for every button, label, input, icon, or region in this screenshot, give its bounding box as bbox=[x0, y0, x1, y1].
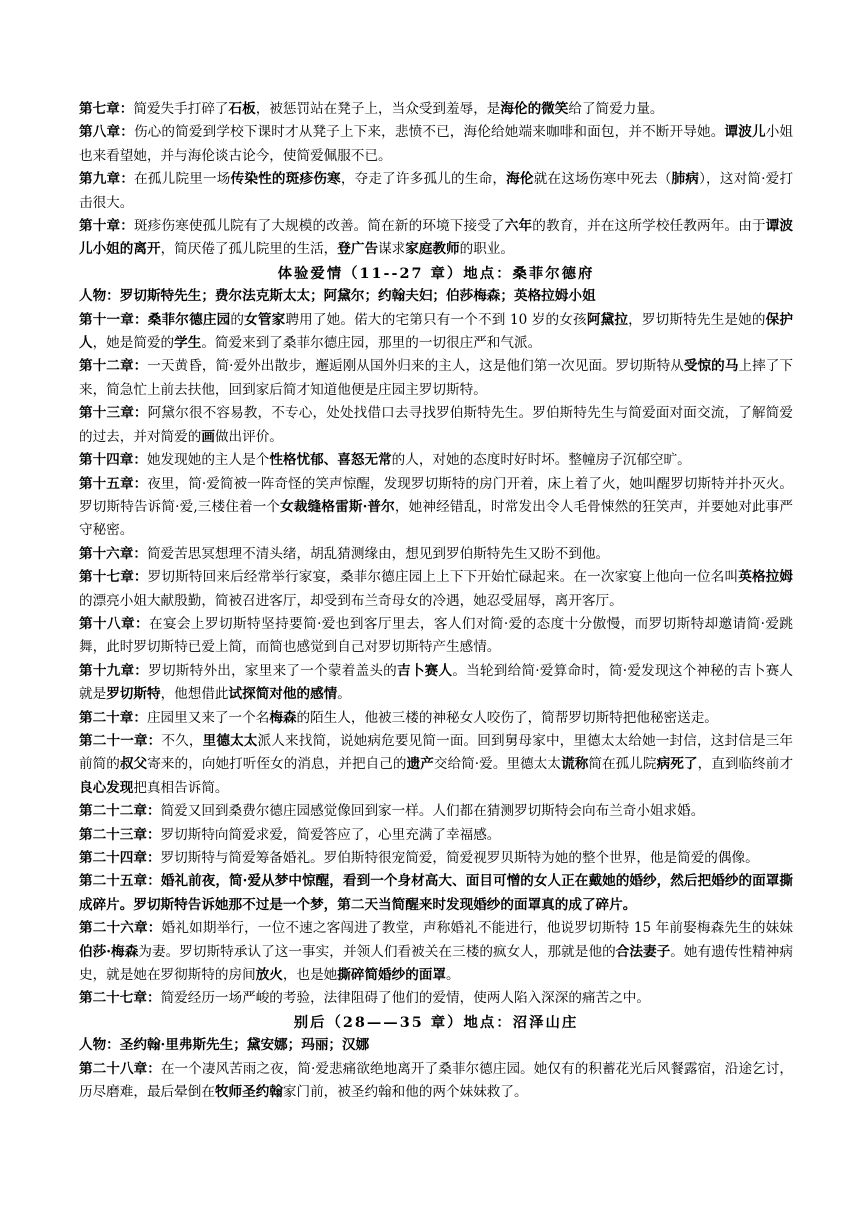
body-text: 。 bbox=[446, 967, 460, 984]
emphasis-text: 阿黛拉 bbox=[586, 311, 629, 328]
body-text: 给了简爱力量。 bbox=[568, 101, 664, 117]
body-text: 伤心的简爱到学校下课时才从凳子上下来，悲愤不已，海伦给她端来咖啡和面包，并不断开导她。 bbox=[133, 124, 725, 141]
body-text: 罗切斯特向简爱求爱，简爱答应了，心里充满了幸福感。 bbox=[160, 826, 501, 843]
characters-line: 人物：圣约翰·里弗斯先生；黛安娜；玛丽；汉娜 bbox=[79, 1037, 370, 1054]
emphasis-text: 罗切斯特 bbox=[106, 686, 161, 703]
chapter-summary bbox=[79, 987, 793, 1010]
body-text: 在一个凄风苦雨之夜，简·爱悲痛欲绝地离开了桑菲尔德庄园。她仅有的积蓄花光后风餐露宿，沿途乞讨，历尽磨难，最后晕倒在 bbox=[79, 1060, 793, 1101]
body-text: 在宴会上罗切斯特坚持要简·爱也到客厅里去，客人们对简·爱的态度十分傲慢，而罗切斯特却邀请简·爱跳舞，此时罗切斯特已爱上简，而简也感觉到自己对罗切斯特产生感情。 bbox=[79, 615, 794, 656]
chapter-summary bbox=[79, 707, 793, 730]
emphasis-text: 第二十二章： bbox=[79, 803, 161, 820]
emphasis-text: 受惊的马 bbox=[683, 358, 739, 375]
emphasis-text: 梅森 bbox=[269, 709, 297, 726]
chapter-summary bbox=[79, 98, 793, 121]
chapter-summary bbox=[79, 660, 793, 707]
body-text: 简爱经历一场严峻的考验，法律阻碍了他们的爱情，使两人陷入深深的痛苦之中。 bbox=[160, 990, 650, 1007]
body-text: 她发现她的主人是个 bbox=[146, 452, 270, 469]
emphasis-text: 第十六章： bbox=[79, 545, 147, 562]
emphasis-text: 谭波儿小姐的离开 bbox=[79, 218, 794, 258]
emphasis-text: 合法妻子 bbox=[615, 943, 671, 960]
emphasis-text: 第十一章： bbox=[79, 311, 148, 328]
emphasis-text: 登广告 bbox=[337, 241, 379, 258]
body-text: 就在这场伤寒中死去（ bbox=[533, 171, 672, 188]
chapter-summary bbox=[79, 1058, 793, 1105]
body-text: ，罗切斯特先生是她的 bbox=[628, 311, 766, 328]
chapter-summary bbox=[79, 543, 793, 566]
body-text: 聘用了她。偌大的宅第只有一个不到 10 岁的女孩 bbox=[285, 311, 587, 328]
body-text: ，也是她 bbox=[282, 967, 338, 984]
emphasis-text: 谎称 bbox=[561, 756, 589, 773]
body-text: 家门前，被圣约翰和他的两个妹妹救了。 bbox=[282, 1084, 528, 1101]
body-text: 婚礼如期举行，一位不速之客闯进了教堂，声称婚礼不能进行，他说罗切斯特 15 年前娶梅森先生的妹妹 bbox=[161, 920, 794, 937]
emphasis-text: 第十七章： bbox=[79, 569, 148, 586]
emphasis-text: 女管家 bbox=[244, 311, 286, 328]
body-text: ），这对简·爱打击很大。 bbox=[79, 171, 794, 211]
chapter-summary bbox=[79, 730, 793, 800]
emphasis-text: 第十二章： bbox=[79, 358, 148, 375]
emphasis-text: 第十八章： bbox=[79, 615, 150, 632]
chapter-summary bbox=[79, 917, 793, 987]
chapter-summary bbox=[79, 402, 793, 449]
body-text: 的漂亮小姐大献殷勤，简被召进客厅，却受到布兰奇母女的冷遇，她忍受屈辱，离开客厅。 bbox=[79, 592, 623, 609]
emphasis-text: 肺病 bbox=[671, 171, 700, 188]
body-text: 的职业。 bbox=[459, 241, 514, 258]
emphasis-text: 第九章： bbox=[79, 171, 135, 188]
emphasis-text: 第二十章： bbox=[79, 709, 147, 726]
body-text: 。 bbox=[337, 686, 351, 703]
section-heading: 体验爱情（11--27 章）地点：桑菲尔德府 bbox=[277, 264, 595, 282]
body-text: 不久， bbox=[161, 732, 203, 749]
body-text: 罗切斯特回来后经常举行家宴，桑菲尔德庄园上上下下开始忙碌起来。在一次家宴上他向一位名叫 bbox=[147, 569, 739, 586]
chapter-summary bbox=[79, 355, 793, 402]
emphasis-text: 家庭教师 bbox=[405, 241, 460, 258]
emphasis-text: 桑菲尔德庄园 bbox=[147, 311, 231, 328]
body-text: 。简爱来到了桑菲尔德庄园，那里的一切很庄严和气派。 bbox=[201, 335, 542, 352]
body-text: 简在孤儿院 bbox=[588, 756, 657, 773]
emphasis-text: 第十四章： bbox=[79, 452, 147, 469]
emphasis-text: 第二十一章： bbox=[79, 732, 162, 749]
emphasis-text: 第十五章： bbox=[79, 475, 148, 492]
body-text: ，简厌倦了孤儿院里的生活， bbox=[160, 241, 338, 258]
body-text: 阿黛尔很不容易教，不专心，处处找借口去寻找罗伯斯特先生。罗伯斯特先生与简爱面对面交流，了解简爱的过去，并对简爱的 bbox=[79, 405, 794, 445]
chapter-summary bbox=[79, 566, 793, 613]
emphasis-text: 英格拉姆 bbox=[738, 569, 794, 586]
emphasis-text: 第二十八章： bbox=[79, 1060, 161, 1077]
emphasis-text: 第十九章： bbox=[79, 662, 149, 679]
body-text: 派人来找简，说她病危要见简一面。回到舅母家中，里德太太给她一封信，这封信是三年前简的 bbox=[79, 732, 794, 773]
body-text: 交给简·爱。里德太太 bbox=[433, 756, 562, 773]
chapter-summary bbox=[79, 215, 793, 262]
body-text: 的人，对她的态度时好时坏。整幢房子沉郁空旷。 bbox=[391, 452, 691, 469]
chapter-summary bbox=[79, 121, 793, 168]
body-text: 简爱失手打碎了 bbox=[133, 101, 229, 117]
chapter-summary bbox=[79, 309, 793, 356]
document-page bbox=[79, 98, 793, 1104]
body-text: 简爱又回到桑费尔德庄园感觉像回到家一样。人们都在猜测罗切斯特会向布兰奇小姐求婚。 bbox=[160, 803, 705, 820]
body-text: 小姐也来看望她，并与海伦谈古论今，使简爱佩服不已。 bbox=[79, 124, 794, 164]
body-text: ，直到临终前才 bbox=[697, 756, 794, 773]
emphasis-text: 海伦的微笑 bbox=[500, 101, 569, 117]
emphasis-text: 第二十七章： bbox=[79, 990, 161, 1007]
emphasis-text: 传染性的斑疹伤寒 bbox=[230, 171, 341, 188]
emphasis-text: 海伦 bbox=[506, 171, 534, 188]
body-text: 上摔了下来，简急忙上前去扶他，回到家后简才知道他便是庄园主罗切斯特。 bbox=[79, 358, 794, 398]
chapter-summary bbox=[79, 824, 793, 847]
emphasis-text: 放火 bbox=[255, 967, 283, 984]
body-text: 庄园里又来了一个名 bbox=[146, 709, 270, 726]
body-text: ，她神经错乱，时常发出令人毛骨悚然的狂笑声，并要她对此事严守秘密。 bbox=[79, 498, 793, 539]
body-text: 。当轮到给简·爱算命时，简·爱发现这个神秘的吉卜赛人就是 bbox=[79, 662, 794, 703]
emphasis-text: 第二十六章： bbox=[79, 920, 162, 937]
emphasis-text: 牧师圣约翰 bbox=[214, 1084, 283, 1101]
emphasis-text: 里德太太 bbox=[202, 732, 258, 749]
chapter-summary bbox=[79, 613, 793, 660]
emphasis-text: 第二十五章：婚礼前夜，简·爱从梦中惊醒，看到一个身材高大、面目可憎的女人正在戴她的婚纱，然后把婚纱的面罩撕成碎片。罗切斯特告诉她那不过是一个梦，第二天当简醒来时发现婚纱的面罩真的成了碎片。 bbox=[79, 873, 793, 913]
body-text: 做出评价。 bbox=[214, 428, 283, 445]
body-text: 谋求 bbox=[378, 241, 406, 258]
body-text: 的陌生人，他被三楼的神秘女人咬伤了，简帮罗切斯特把他秘密送走。 bbox=[296, 709, 718, 726]
chapter-summary bbox=[79, 449, 793, 472]
emphasis-text: 第八章： bbox=[79, 124, 134, 141]
chapter-summary bbox=[79, 800, 793, 823]
chapter-summary bbox=[79, 847, 793, 870]
emphasis-text: 第二十三章： bbox=[79, 826, 161, 843]
body-text: 罗切斯特外出，家里来了一个蒙着盖头的 bbox=[148, 662, 398, 679]
body-text: 的 bbox=[230, 311, 245, 328]
body-text: 罗切斯特与简爱筹备婚礼。罗伯斯特很宠简爱，简爱视罗贝斯特为她的整个世界，他是简爱的偶像。 bbox=[160, 850, 759, 866]
body-text: ，他想借此 bbox=[160, 686, 229, 703]
body-text: 把真相告诉简。 bbox=[133, 779, 229, 796]
body-text: 夜里，简·爱简被一阵奇怪的笑声惊醒，发现罗切斯特的房门开着，床上着了火，她叫醒罗切斯特并扑灭火。罗切斯特告诉简·爱,三楼住着一个 bbox=[79, 475, 794, 515]
emphasis-text: 叔父 bbox=[119, 756, 148, 773]
body-text: 的教育，并在这所学校任教两年。由于 bbox=[532, 218, 766, 235]
characters-line: 人物：罗切斯特先生；费尔法克斯太太；阿黛尔；约翰夫妇；伯莎梅森；英格拉姆小姐 bbox=[79, 288, 596, 305]
emphasis-text: 第二十四章： bbox=[79, 850, 161, 866]
emphasis-text: 撕碎简婚纱的面罩 bbox=[337, 967, 447, 984]
section-heading: 别后（28——35 章）地点：沼泽山庄 bbox=[293, 1013, 579, 1031]
chapter-summary bbox=[79, 870, 793, 917]
emphasis-text: 吉卜赛人 bbox=[397, 662, 453, 679]
emphasis-text: 第十章： bbox=[79, 218, 134, 235]
emphasis-text: 遗产 bbox=[406, 756, 434, 773]
emphasis-text: 保护人 bbox=[79, 311, 794, 352]
body-text: ，她是简爱的 bbox=[92, 335, 175, 352]
emphasis-text: 病死了 bbox=[656, 756, 698, 773]
emphasis-text: 学生 bbox=[174, 335, 202, 352]
emphasis-text: 谭波儿 bbox=[724, 124, 766, 141]
body-text: ，夺走了许多孤儿的生命， bbox=[340, 171, 507, 188]
emphasis-text: 六年 bbox=[504, 218, 533, 235]
emphasis-text: 石板 bbox=[228, 101, 256, 117]
emphasis-text: 画 bbox=[201, 428, 215, 445]
emphasis-text: 女裁缝格雷斯·普尔 bbox=[280, 498, 395, 515]
emphasis-text: 第七章： bbox=[79, 101, 134, 117]
body-text: 一天黄昏，简·爱外出散步，邂逅刚从国外归来的主人，这是他们第一次见面。罗切斯特从 bbox=[147, 358, 684, 375]
body-text: 斑疹伤寒使孤儿院有了大规模的改善。简在新的环境下接受了 bbox=[133, 218, 505, 235]
emphasis-text: 第十三章： bbox=[79, 405, 148, 422]
chapter-summary bbox=[79, 168, 793, 215]
body-text: 为妻。罗切斯特承认了这一事实，并领人们看被关在三楼的疯女人，那就是他的 bbox=[138, 943, 616, 960]
emphasis-text: 试探简对他的感情 bbox=[228, 686, 338, 703]
emphasis-text: 性格忧郁、喜怒无常 bbox=[269, 452, 392, 469]
body-text: ，被惩罚站在凳子上，当众受到羞辱，是 bbox=[255, 101, 501, 117]
emphasis-text: 伯莎·梅森 bbox=[79, 943, 139, 960]
chapter-summary bbox=[79, 473, 793, 543]
body-text: 寄来的，向她打听侄女的消息，并把自己的 bbox=[147, 756, 407, 773]
emphasis-text: 良心发现 bbox=[79, 779, 134, 796]
body-text: 在孤儿院里一场 bbox=[134, 171, 231, 188]
body-text: 简爱苦思冥想理不清头绪，胡乱猜测缘由，想见到罗伯斯特先生又盼不到他。 bbox=[146, 545, 610, 562]
body-text: 。她有遗传性精神病史，就是她在罗彻斯特的房间 bbox=[79, 943, 794, 984]
